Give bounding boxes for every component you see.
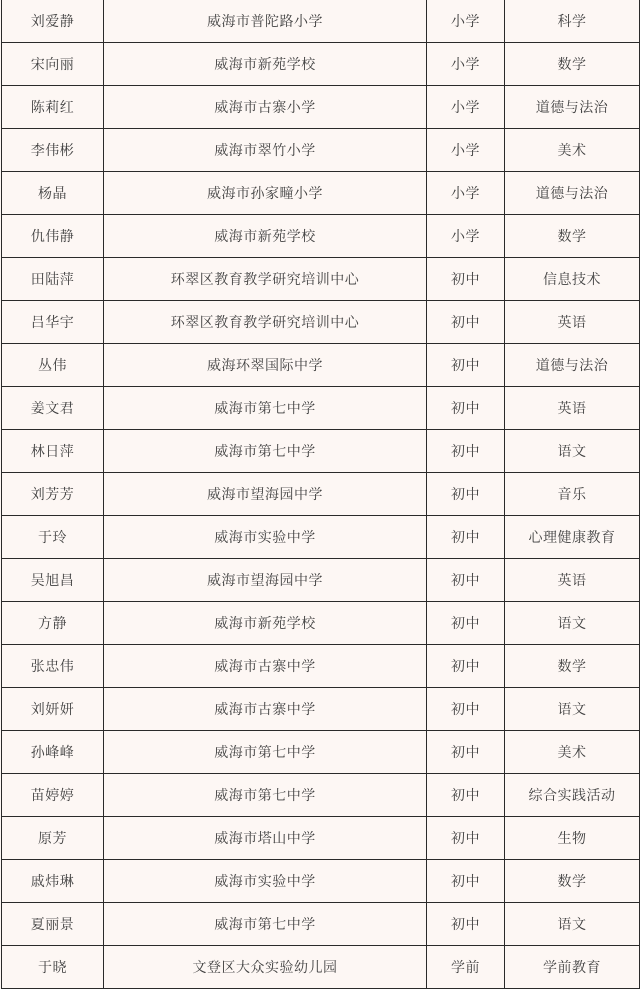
table-row	[2, 129, 640, 172]
teacher-name-cell: 宋向丽	[2, 43, 104, 86]
teacher-name-cell: 于晓	[2, 946, 104, 989]
school-level-cell: 小学	[427, 215, 505, 258]
teacher-name-cell: 原芳	[2, 817, 104, 860]
teacher-name-cell: 杨晶	[2, 172, 104, 215]
school-level-cell: 初中	[427, 645, 505, 688]
teacher-name-cell: 李伟彬	[2, 129, 104, 172]
table-row	[2, 559, 640, 602]
school-cell: 威海市实验中学	[104, 516, 427, 559]
table-row	[2, 387, 640, 430]
subject-cell: 美术	[505, 129, 640, 172]
school-cell: 威海市第七中学	[104, 387, 427, 430]
school-level-cell: 初中	[427, 688, 505, 731]
teacher-name-cell: 田陆萍	[2, 258, 104, 301]
teacher-table	[1, 0, 640, 989]
school-level-cell: 初中	[427, 430, 505, 473]
table-row	[2, 258, 640, 301]
school-cell: 威海市第七中学	[104, 430, 427, 473]
subject-cell: 综合实践活动	[505, 774, 640, 817]
school-level-cell: 小学	[427, 172, 505, 215]
teacher-name-cell: 刘爱静	[2, 0, 104, 43]
school-level-cell: 初中	[427, 387, 505, 430]
teacher-name-cell: 孙峰峰	[2, 731, 104, 774]
subject-cell: 音乐	[505, 473, 640, 516]
table-row	[2, 172, 640, 215]
school-level-cell: 初中	[427, 731, 505, 774]
school-cell: 威海市古寨小学	[104, 86, 427, 129]
teacher-name-cell: 刘妍妍	[2, 688, 104, 731]
school-cell: 文登区大众实验幼儿园	[104, 946, 427, 989]
table-row	[2, 0, 640, 43]
school-level-cell: 初中	[427, 516, 505, 559]
subject-cell: 心理健康教育	[505, 516, 640, 559]
teacher-name-cell: 于玲	[2, 516, 104, 559]
school-cell: 环翠区教育教学研究培训中心	[104, 258, 427, 301]
school-level-cell: 初中	[427, 258, 505, 301]
school-level-cell: 小学	[427, 0, 505, 43]
school-level-cell: 初中	[427, 817, 505, 860]
school-level-cell: 小学	[427, 129, 505, 172]
teacher-name-cell: 刘芳芳	[2, 473, 104, 516]
table-row	[2, 43, 640, 86]
school-level-cell: 初中	[427, 602, 505, 645]
subject-cell: 学前教育	[505, 946, 640, 989]
school-level-cell: 初中	[427, 903, 505, 946]
table-row	[2, 645, 640, 688]
school-level-cell: 初中	[427, 559, 505, 602]
teacher-name-cell: 吕华宇	[2, 301, 104, 344]
school-cell: 威海市孙家疃小学	[104, 172, 427, 215]
table-row	[2, 430, 640, 473]
school-level-cell: 初中	[427, 301, 505, 344]
teacher-name-cell: 姜文君	[2, 387, 104, 430]
school-cell: 威海市望海园中学	[104, 559, 427, 602]
table-row	[2, 731, 640, 774]
subject-cell: 语文	[505, 688, 640, 731]
teacher-name-cell: 方静	[2, 602, 104, 645]
school-cell: 威海市新苑学校	[104, 602, 427, 645]
subject-cell: 信息技术	[505, 258, 640, 301]
teacher-name-cell: 吴旭昌	[2, 559, 104, 602]
subject-cell: 数学	[505, 43, 640, 86]
teacher-name-cell: 陈莉红	[2, 86, 104, 129]
teacher-name-cell: 张忠伟	[2, 645, 104, 688]
school-level-cell: 初中	[427, 344, 505, 387]
subject-cell: 语文	[505, 430, 640, 473]
table-row	[2, 688, 640, 731]
school-cell: 环翠区教育教学研究培训中心	[104, 301, 427, 344]
school-cell: 威海市古寨中学	[104, 688, 427, 731]
subject-cell: 数学	[505, 645, 640, 688]
subject-cell: 语文	[505, 602, 640, 645]
table-row	[2, 903, 640, 946]
table-row	[2, 516, 640, 559]
subject-cell: 道德与法治	[505, 86, 640, 129]
school-cell: 威海市翠竹小学	[104, 129, 427, 172]
table-row	[2, 344, 640, 387]
school-cell: 威海市望海园中学	[104, 473, 427, 516]
school-level-cell: 初中	[427, 860, 505, 903]
subject-cell: 科学	[505, 0, 640, 43]
teacher-name-cell: 夏丽景	[2, 903, 104, 946]
school-cell: 威海市第七中学	[104, 903, 427, 946]
subject-cell: 英语	[505, 301, 640, 344]
subject-cell: 英语	[505, 387, 640, 430]
table-row	[2, 473, 640, 516]
table-row	[2, 215, 640, 258]
subject-cell: 语文	[505, 903, 640, 946]
school-level-cell: 初中	[427, 774, 505, 817]
school-level-cell: 学前	[427, 946, 505, 989]
subject-cell: 数学	[505, 860, 640, 903]
school-level-cell: 小学	[427, 43, 505, 86]
table-row	[2, 86, 640, 129]
teacher-name-cell: 戚炜琳	[2, 860, 104, 903]
school-cell: 威海市古寨中学	[104, 645, 427, 688]
subject-cell: 生物	[505, 817, 640, 860]
school-cell: 威海市第七中学	[104, 774, 427, 817]
school-cell: 威海市新苑学校	[104, 215, 427, 258]
table-row	[2, 817, 640, 860]
school-cell: 威海市第七中学	[104, 731, 427, 774]
subject-cell: 道德与法治	[505, 172, 640, 215]
school-cell: 威海环翠国际中学	[104, 344, 427, 387]
table-row	[2, 602, 640, 645]
subject-cell: 道德与法治	[505, 344, 640, 387]
school-cell: 威海市普陀路小学	[104, 0, 427, 43]
school-cell: 威海市实验中学	[104, 860, 427, 903]
table-body	[2, 0, 640, 989]
subject-cell: 数学	[505, 215, 640, 258]
subject-cell: 美术	[505, 731, 640, 774]
school-level-cell: 初中	[427, 473, 505, 516]
teacher-name-cell: 苗婷婷	[2, 774, 104, 817]
table-row	[2, 860, 640, 903]
table-row	[2, 774, 640, 817]
table-row	[2, 301, 640, 344]
table-row	[2, 946, 640, 989]
school-cell: 威海市塔山中学	[104, 817, 427, 860]
teacher-name-cell: 丛伟	[2, 344, 104, 387]
subject-cell: 英语	[505, 559, 640, 602]
teacher-name-cell: 林日萍	[2, 430, 104, 473]
school-level-cell: 小学	[427, 86, 505, 129]
teacher-name-cell: 仇伟静	[2, 215, 104, 258]
school-cell: 威海市新苑学校	[104, 43, 427, 86]
